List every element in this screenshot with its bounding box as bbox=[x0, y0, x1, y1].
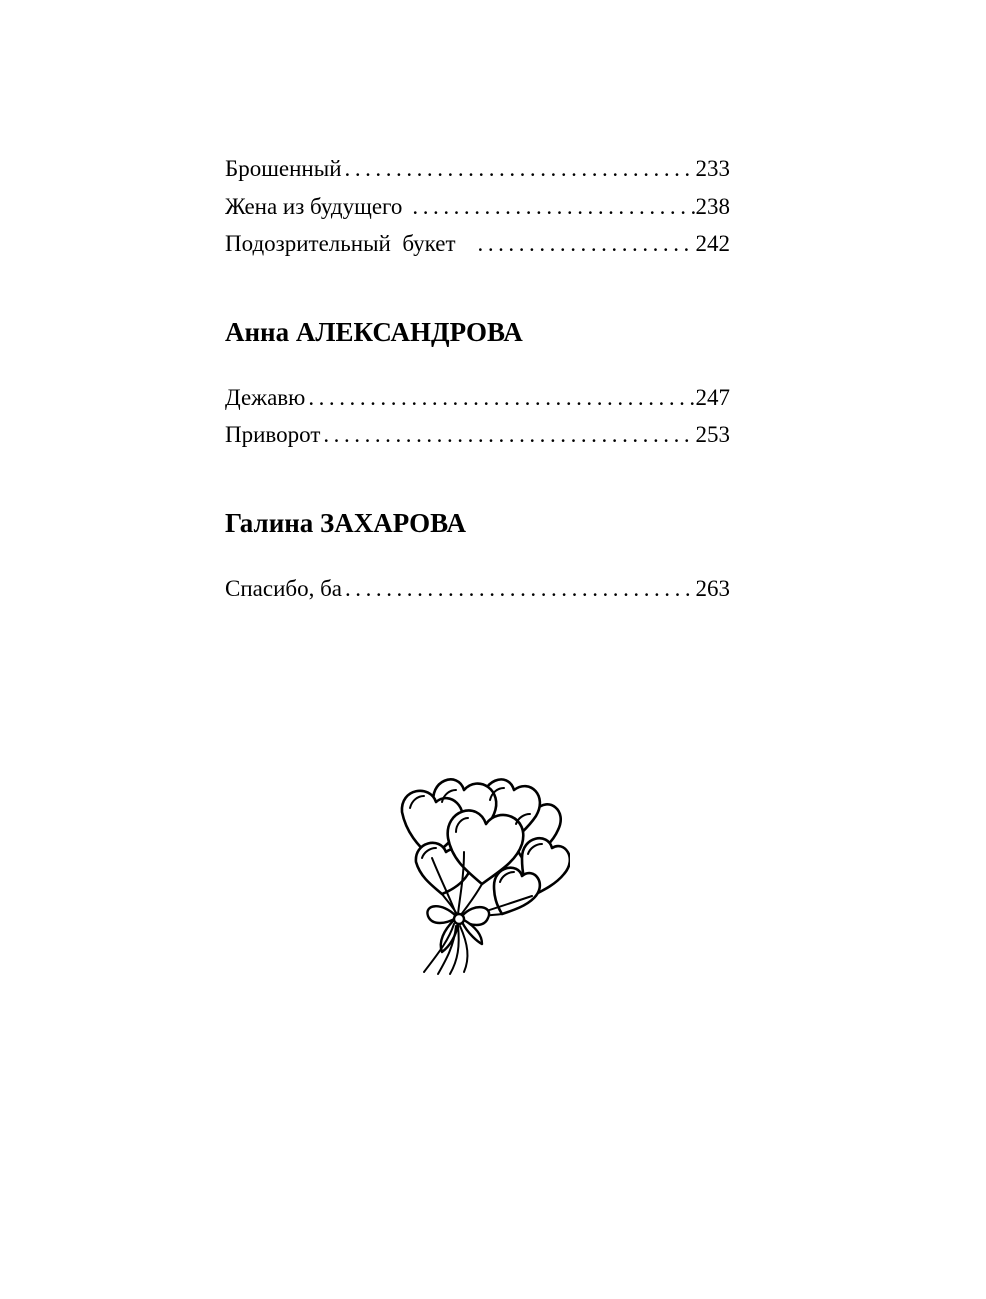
toc-leader-dots bbox=[478, 225, 695, 263]
toc-leader-dots bbox=[345, 150, 695, 188]
toc-entry-title: Жена из будущего bbox=[225, 193, 403, 219]
toc-entry-page: 247 bbox=[695, 384, 730, 410]
toc-entry-page: 263 bbox=[695, 575, 730, 601]
toc-entry bbox=[225, 150, 730, 188]
toc-entry-page: 242 bbox=[695, 231, 730, 256]
toc-entry bbox=[225, 225, 730, 263]
toc-entry-page: 253 bbox=[695, 422, 730, 447]
toc-leader-dots bbox=[323, 416, 694, 454]
toc-section bbox=[225, 150, 730, 263]
toc-entry-title: Спасибо, ба bbox=[225, 575, 342, 601]
toc-leader-dots bbox=[345, 570, 695, 608]
toc-entry bbox=[225, 188, 730, 226]
toc-entry-page: 233 bbox=[695, 156, 730, 181]
author-heading: Анна АЛЕКСАНДРОВА bbox=[225, 316, 523, 347]
author-heading: Галина ЗАХАРОВА bbox=[225, 507, 466, 538]
toc-entry-title: Приворот bbox=[225, 422, 321, 447]
toc-entry bbox=[225, 570, 730, 608]
toc-entry-title: Дежавю bbox=[225, 384, 306, 410]
toc-section bbox=[225, 570, 730, 608]
toc-entry-page: 238 bbox=[695, 193, 730, 219]
toc-entry bbox=[225, 379, 730, 417]
toc-entry-title: Брошенный bbox=[225, 156, 342, 181]
table-of-contents bbox=[225, 150, 730, 607]
toc-leader-dots bbox=[412, 188, 694, 226]
toc-entry bbox=[225, 416, 730, 454]
toc-entry-title: Подозрительный букет bbox=[225, 231, 456, 256]
toc-leader-dots bbox=[308, 379, 694, 417]
heart-balloons-bouquet-icon bbox=[398, 766, 570, 976]
toc-section bbox=[225, 379, 730, 454]
